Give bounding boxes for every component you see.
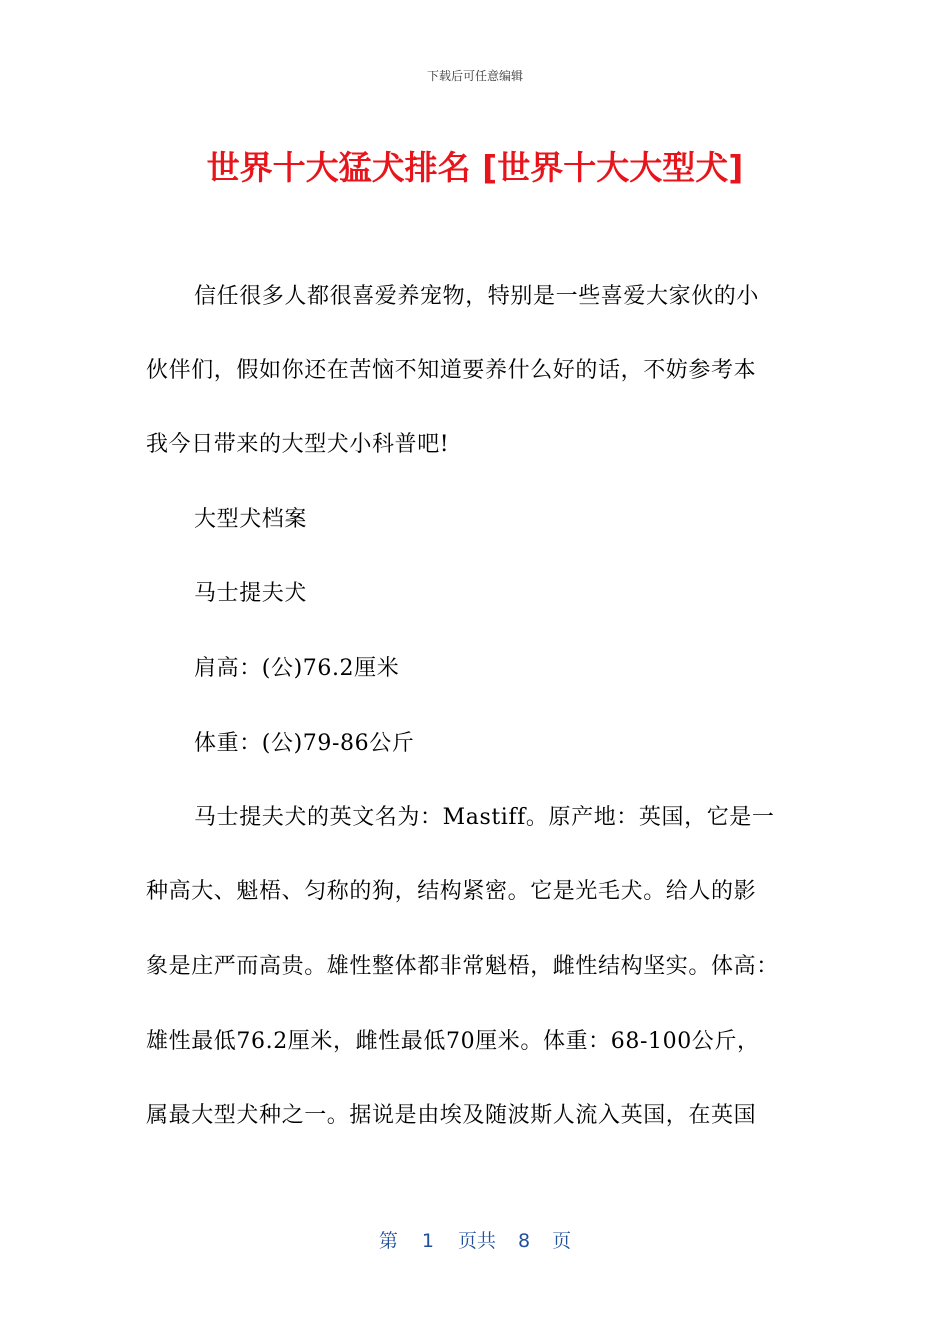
paragraph-line: 象是庄严而高贵。雄性整体都非常魁梧，雌性结构坚实。体高：	[146, 954, 779, 979]
paragraph-line: 雄性最低76.2厘米，雌性最低70厘米。体重：68-100公斤，	[146, 1029, 760, 1054]
total-page-number: 8	[518, 1230, 531, 1252]
shoulder-height: 肩高：(公)76.2厘米	[194, 656, 400, 681]
body-weight: 体重：(公)79-86公斤	[194, 731, 415, 756]
footer-suffix: 页	[552, 1230, 572, 1252]
paragraph-line: 我今日带来的大型犬小科普吧!	[146, 432, 450, 457]
paragraph-line: 属最大型犬种之一。据说是由埃及随波斯人流入英国，在英国	[146, 1103, 757, 1128]
breed-name: 马士提夫犬	[194, 581, 308, 606]
page-footer	[0, 1226, 950, 1253]
section-heading: 大型犬档案	[194, 507, 308, 532]
footer-prefix: 第	[378, 1230, 398, 1252]
paragraph-line: 马士提夫犬的英文名为：Mastiff。原产地：英国，它是一	[194, 805, 775, 830]
paragraph-line: 种高大、魁梧、匀称的狗，结构紧密。它是光毛犬。给人的影	[146, 879, 757, 904]
document-title: 世界十大猛犬排名 [世界十大大型犬]	[206, 148, 744, 187]
paragraph-line: 信任很多人都很喜爱养宠物，特别是一些喜爱大家伙的小	[194, 284, 760, 309]
header-note: 下载后可任意编辑	[426, 69, 523, 83]
paragraph-line: 伙伴们，假如你还在苦恼不知道要养什么好的话，不妨参考本	[146, 358, 757, 383]
current-page-number: 1	[421, 1230, 434, 1252]
footer-mid: 页共	[457, 1230, 496, 1252]
